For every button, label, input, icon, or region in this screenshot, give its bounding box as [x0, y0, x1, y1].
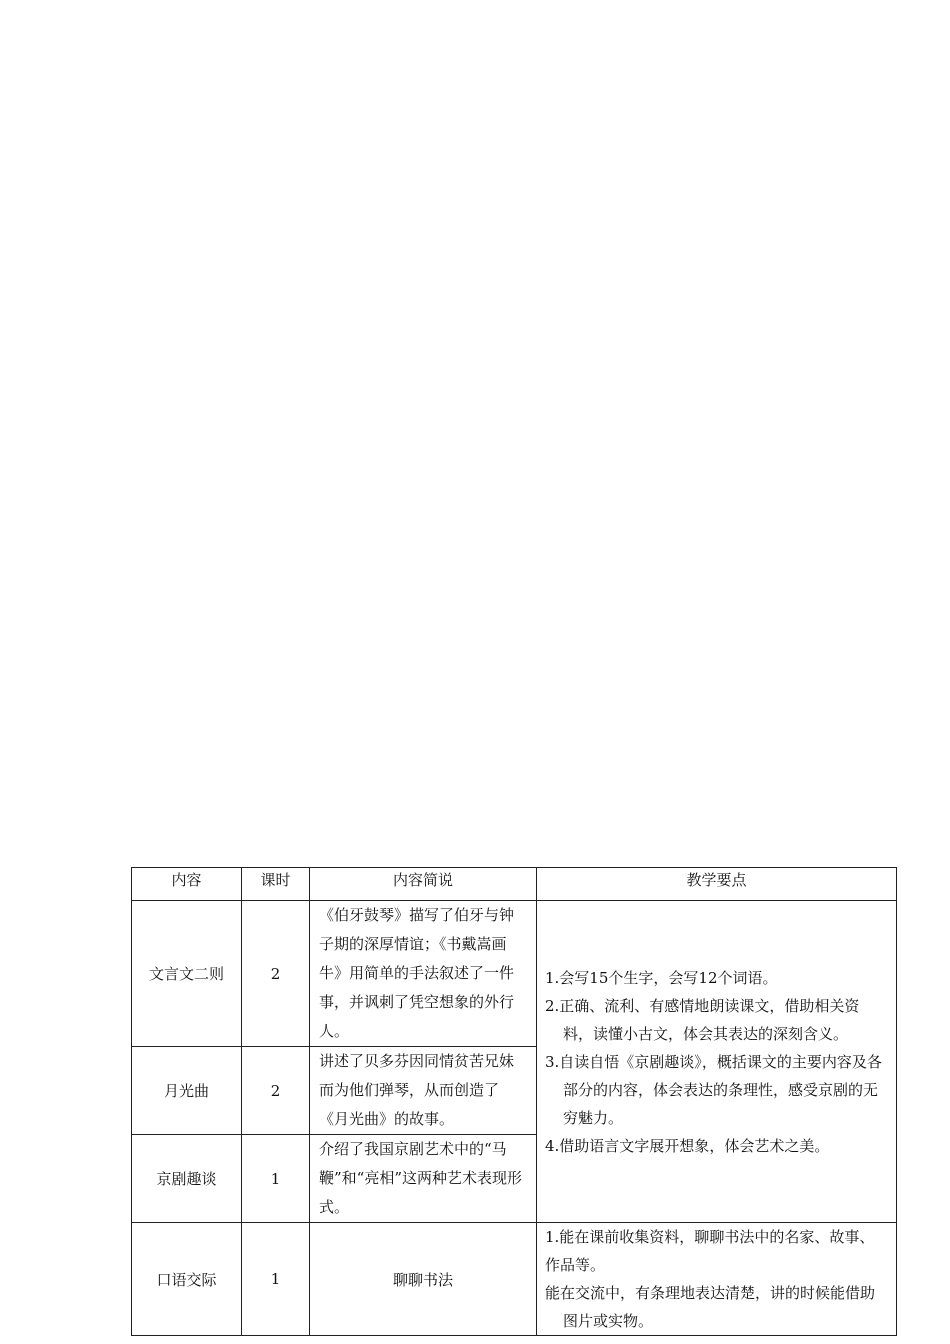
header-key-points: 教学要点	[537, 868, 897, 901]
row-summary: 《伯牙鼓琴》描写了伯牙与钟子期的深厚情谊；《书戴嵩画牛》用简单的手法叙述了一件事，并讽刺了凭空想象的外行人。	[310, 901, 537, 1047]
key-point: 4.借助语言文字展开想象，体会艺术之美。	[545, 1136, 830, 1155]
row-content: 文言文二则	[132, 901, 242, 1047]
table-row	[132, 1223, 897, 1336]
row-content: 月光曲	[132, 1047, 242, 1135]
row-summary: 讲述了贝多芬因同情贫苦兄妹而为他们弹琴，从而创造了《月光曲》的故事。	[310, 1047, 537, 1135]
row-content: 口语交际	[132, 1223, 242, 1336]
row-hours: 1	[242, 1223, 310, 1336]
row-hours: 2	[242, 1047, 310, 1135]
row-hours: 1	[242, 1135, 310, 1223]
table-row	[132, 901, 897, 1047]
row-hours: 2	[242, 901, 310, 1047]
row-summary: 介绍了我国京剧艺术中的“马鞭”和“亮相”这两种艺术表现形式。	[310, 1135, 537, 1223]
key-point: 1.能在课前收集资料，聊聊书法中的名家、故事、作品等。	[545, 1228, 875, 1274]
header-summary: 内容简说	[310, 868, 537, 901]
header-hours: 课时	[242, 868, 310, 901]
key-point: 1.会写15个生字，会写12个词语。	[545, 968, 778, 987]
key-point: 2.正确、流利、有感情地朗读课文，借助相关资料，读懂小古文，体会其表达的深刻含义。	[545, 996, 860, 1043]
key-point: 3.自读自悟《京剧趣谈》，概括课文的主要内容及各部分的内容，体会表达的条理性，感受京剧的无穷魅力。	[545, 1052, 882, 1127]
key-point: 能在交流中，有条理地表达清楚，讲的时候能借助图片或实物。	[545, 1284, 876, 1330]
row-summary: 聊聊书法	[310, 1223, 537, 1336]
header-content: 内容	[132, 868, 242, 901]
key-points-oral-cell	[537, 1223, 897, 1336]
teaching-plan-table	[131, 867, 897, 1336]
table-header-row	[132, 868, 897, 901]
key-points-cell	[537, 901, 897, 1223]
row-content: 京剧趣谈	[132, 1135, 242, 1223]
